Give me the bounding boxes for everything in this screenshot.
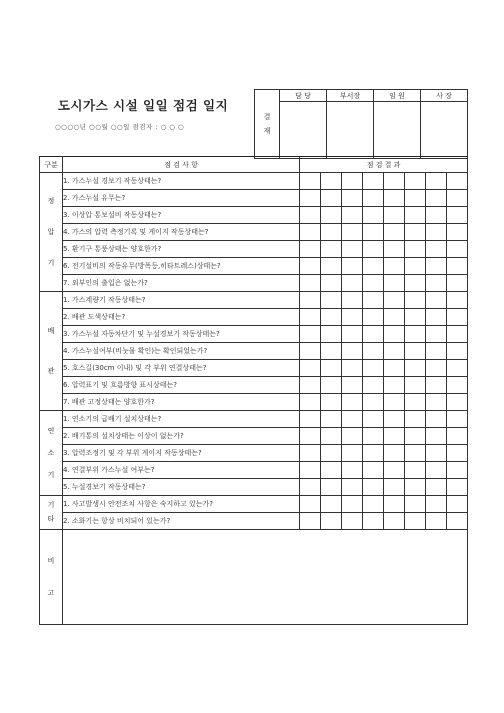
result-cell[interactable] <box>321 411 342 428</box>
result-cell[interactable] <box>321 394 342 411</box>
result-cell[interactable] <box>321 326 342 343</box>
result-cell[interactable] <box>300 479 321 496</box>
result-cell[interactable] <box>384 224 405 241</box>
result-cell[interactable] <box>384 428 405 445</box>
result-cell[interactable] <box>321 360 342 377</box>
check-item: 2. 소화기는 항상 비치되어 있는가? <box>63 512 300 529</box>
result-cell[interactable] <box>342 360 363 377</box>
result-cell[interactable] <box>384 394 405 411</box>
result-cell[interactable] <box>405 190 426 207</box>
result-cell[interactable] <box>363 224 384 241</box>
result-cell[interactable] <box>342 377 363 394</box>
table-row <box>40 411 468 428</box>
result-cell[interactable] <box>447 309 468 326</box>
result-cell[interactable] <box>405 377 426 394</box>
table-row <box>40 190 468 207</box>
result-cell[interactable] <box>321 241 342 258</box>
result-cell[interactable] <box>426 462 447 479</box>
result-cell[interactable] <box>405 292 426 309</box>
table-row <box>40 428 468 445</box>
signature-cell[interactable] <box>280 102 327 159</box>
result-cell[interactable] <box>300 309 321 326</box>
result-cell[interactable] <box>447 360 468 377</box>
result-cell[interactable] <box>384 445 405 462</box>
result-cell[interactable] <box>300 394 321 411</box>
check-item: 6. 압력표기 및 흐름방향 표시상태는? <box>63 377 300 394</box>
signature-cell[interactable] <box>421 102 468 159</box>
result-cell[interactable] <box>342 479 363 496</box>
section-label: 배 관 <box>40 292 63 411</box>
result-cell[interactable] <box>384 377 405 394</box>
date-inspector-line: ○○○○년 ○○월 ○○일 점검자 : ○ ○ ○ <box>55 123 185 131</box>
approval-role-president: 사 장 <box>421 90 468 102</box>
result-cell[interactable] <box>363 428 384 445</box>
result-cell[interactable] <box>321 496 342 513</box>
result-cell[interactable] <box>321 173 342 190</box>
check-item: 1. 가스누설 경보기 작동상태는? <box>63 173 300 190</box>
result-cell[interactable] <box>384 512 405 529</box>
table-row <box>40 479 468 496</box>
result-cell[interactable] <box>363 190 384 207</box>
table-row <box>40 394 468 411</box>
check-item: 4. 가스누설여부(비눗물 확인)는 확인되었는가? <box>63 343 300 360</box>
result-cell[interactable] <box>321 292 342 309</box>
result-cell[interactable] <box>363 207 384 224</box>
result-cell[interactable] <box>363 462 384 479</box>
approval-role-staff: 담 당 <box>280 90 327 102</box>
result-cell[interactable] <box>426 428 447 445</box>
table-row <box>40 292 468 309</box>
signature-cell[interactable] <box>374 102 421 159</box>
result-cell[interactable] <box>300 377 321 394</box>
table-row <box>40 496 468 513</box>
result-cell[interactable] <box>384 292 405 309</box>
table-row <box>40 462 468 479</box>
result-cell[interactable] <box>363 292 384 309</box>
check-item: 7. 배관 고정상태는 양호한가? <box>63 394 300 411</box>
result-cell[interactable] <box>300 343 321 360</box>
section-label: 기 타 <box>40 496 63 530</box>
check-item: 5. 호스길(30cm 이내) 및 각 부위 연결상태는? <box>63 360 300 377</box>
result-cell[interactable] <box>363 445 384 462</box>
result-cell[interactable] <box>363 512 384 529</box>
check-item: 2. 배기통의 설치상태는 이상이 없는가? <box>63 428 300 445</box>
table-row <box>40 258 468 275</box>
result-cell[interactable] <box>426 326 447 343</box>
table-row <box>40 326 468 343</box>
result-cell[interactable] <box>447 428 468 445</box>
result-cell[interactable] <box>342 224 363 241</box>
result-cell[interactable] <box>342 309 363 326</box>
result-cell[interactable] <box>405 207 426 224</box>
result-cell[interactable] <box>363 173 384 190</box>
result-cell[interactable] <box>384 258 405 275</box>
result-cell[interactable] <box>321 428 342 445</box>
result-cell[interactable] <box>405 512 426 529</box>
table-row <box>40 512 468 529</box>
result-cell[interactable] <box>342 258 363 275</box>
result-cell[interactable] <box>342 445 363 462</box>
result-cell[interactable] <box>363 411 384 428</box>
result-cell[interactable] <box>342 326 363 343</box>
result-cell[interactable] <box>426 258 447 275</box>
result-cell[interactable] <box>321 377 342 394</box>
check-item: 3. 이상압 통보설비 작동상태는? <box>63 207 300 224</box>
result-cell[interactable] <box>405 394 426 411</box>
result-cell[interactable] <box>384 479 405 496</box>
result-cell[interactable] <box>405 224 426 241</box>
result-cell[interactable] <box>342 343 363 360</box>
result-cell[interactable] <box>300 360 321 377</box>
result-cell[interactable] <box>363 241 384 258</box>
result-cell[interactable] <box>321 190 342 207</box>
result-cell[interactable] <box>321 258 342 275</box>
result-cell[interactable] <box>342 428 363 445</box>
approval-label: 결 재 <box>255 90 280 159</box>
result-cell[interactable] <box>321 207 342 224</box>
result-cell[interactable] <box>426 512 447 529</box>
result-cell[interactable] <box>384 241 405 258</box>
result-cell[interactable] <box>300 275 321 292</box>
result-cell[interactable] <box>363 360 384 377</box>
result-cell[interactable] <box>447 292 468 309</box>
check-item: 4. 연결부위 가스누설 여부는? <box>63 462 300 479</box>
result-cell[interactable] <box>342 512 363 529</box>
result-cell[interactable] <box>321 462 342 479</box>
header-category: 구분 <box>40 157 63 173</box>
check-item: 5. 누설경보기 작동상태는? <box>63 479 300 496</box>
result-cell[interactable] <box>300 258 321 275</box>
remarks-label: 비 고 <box>40 529 63 624</box>
result-cell[interactable] <box>321 445 342 462</box>
check-item: 1. 연소기의 급배기 설치상태는? <box>63 411 300 428</box>
result-cell[interactable] <box>426 496 447 513</box>
result-cell[interactable] <box>426 394 447 411</box>
result-cell[interactable] <box>447 241 468 258</box>
result-cell[interactable] <box>321 275 342 292</box>
result-cell[interactable] <box>426 292 447 309</box>
table-row <box>40 207 468 224</box>
result-cell[interactable] <box>426 445 447 462</box>
approval-box <box>254 89 468 159</box>
result-cell[interactable] <box>405 309 426 326</box>
result-cell[interactable] <box>405 496 426 513</box>
result-cell[interactable] <box>447 173 468 190</box>
result-cell[interactable] <box>405 275 426 292</box>
result-cell[interactable] <box>321 224 342 241</box>
inspection-table <box>39 156 468 625</box>
result-cell[interactable] <box>384 462 405 479</box>
result-cell[interactable] <box>321 479 342 496</box>
result-cell[interactable] <box>300 428 321 445</box>
result-cell[interactable] <box>447 445 468 462</box>
result-cell[interactable] <box>426 241 447 258</box>
result-cell[interactable] <box>447 496 468 513</box>
check-item: 2. 배관 도색상태는? <box>63 309 300 326</box>
table-row <box>40 241 468 258</box>
result-cell[interactable] <box>363 309 384 326</box>
check-item: 3. 가스누설 자동차단기 및 누설경보기 작동상태는? <box>63 326 300 343</box>
result-cell[interactable] <box>447 275 468 292</box>
result-cell[interactable] <box>447 411 468 428</box>
page-title: 도시가스 시설 일일 점검 일지 <box>57 98 229 113</box>
result-cell[interactable] <box>384 326 405 343</box>
result-cell[interactable] <box>426 207 447 224</box>
result-cell[interactable] <box>405 411 426 428</box>
result-cell[interactable] <box>405 479 426 496</box>
result-cell[interactable] <box>363 377 384 394</box>
signature-cell[interactable] <box>327 102 374 159</box>
result-cell[interactable] <box>405 343 426 360</box>
table-row <box>40 360 468 377</box>
result-cell[interactable] <box>363 343 384 360</box>
result-cell[interactable] <box>342 190 363 207</box>
table-row <box>40 377 468 394</box>
result-cell[interactable] <box>405 173 426 190</box>
result-cell[interactable] <box>447 512 468 529</box>
table-row <box>40 445 468 462</box>
result-cell[interactable] <box>300 292 321 309</box>
result-cell[interactable] <box>384 309 405 326</box>
result-cell[interactable] <box>342 496 363 513</box>
result-cell[interactable] <box>342 462 363 479</box>
section-label: 연 소 기 <box>40 411 63 496</box>
result-cell[interactable] <box>447 462 468 479</box>
result-cell[interactable] <box>426 479 447 496</box>
result-cell[interactable] <box>342 173 363 190</box>
result-cell[interactable] <box>363 479 384 496</box>
result-cell[interactable] <box>426 343 447 360</box>
result-cell[interactable] <box>300 224 321 241</box>
check-item: 1. 사고발생시 안전조치 사항은 숙지하고 있는가? <box>63 496 300 513</box>
table-row <box>40 309 468 326</box>
result-cell[interactable] <box>342 241 363 258</box>
result-cell[interactable] <box>342 411 363 428</box>
approval-role-dept-head: 부서장 <box>327 90 374 102</box>
remarks-field[interactable] <box>63 529 468 624</box>
result-cell[interactable] <box>405 241 426 258</box>
table-row <box>40 275 468 292</box>
result-cell[interactable] <box>426 275 447 292</box>
result-cell[interactable] <box>447 343 468 360</box>
result-cell[interactable] <box>426 360 447 377</box>
result-cell[interactable] <box>447 190 468 207</box>
result-cell[interactable] <box>300 190 321 207</box>
result-cell[interactable] <box>342 275 363 292</box>
result-cell[interactable] <box>363 394 384 411</box>
result-cell[interactable] <box>405 258 426 275</box>
result-cell[interactable] <box>426 411 447 428</box>
approval-role-executive: 임 원 <box>374 90 421 102</box>
result-cell[interactable] <box>405 445 426 462</box>
result-cell[interactable] <box>426 224 447 241</box>
remarks-row <box>40 529 468 624</box>
check-item: 6. 전기설비의 작동유무(방폭등,히타트레스)상태는? <box>63 258 300 275</box>
result-cell[interactable] <box>447 479 468 496</box>
result-cell[interactable] <box>300 445 321 462</box>
result-cell[interactable] <box>426 190 447 207</box>
table-row <box>40 224 468 241</box>
result-cell[interactable] <box>384 411 405 428</box>
result-cell[interactable] <box>300 462 321 479</box>
result-cell[interactable] <box>384 343 405 360</box>
check-item: 5. 환기구 통풍상태는 양호한가? <box>63 241 300 258</box>
header-items: 점 검 사 항 <box>63 157 300 173</box>
result-cell[interactable] <box>384 190 405 207</box>
result-cell[interactable] <box>405 428 426 445</box>
check-item: 7. 외부인의 출입은 없는가? <box>63 275 300 292</box>
result-cell[interactable] <box>384 275 405 292</box>
result-cell[interactable] <box>405 462 426 479</box>
result-cell[interactable] <box>426 377 447 394</box>
result-cell[interactable] <box>300 411 321 428</box>
result-cell[interactable] <box>447 258 468 275</box>
result-cell[interactable] <box>363 275 384 292</box>
result-cell[interactable] <box>300 241 321 258</box>
result-cell[interactable] <box>447 224 468 241</box>
result-cell[interactable] <box>300 512 321 529</box>
result-cell[interactable] <box>300 207 321 224</box>
check-item: 4. 가스의 압력 측정기록 및 게이지 작동상태는? <box>63 224 300 241</box>
result-cell[interactable] <box>363 258 384 275</box>
result-cell[interactable] <box>300 326 321 343</box>
result-cell[interactable] <box>384 496 405 513</box>
result-cell[interactable] <box>426 173 447 190</box>
table-row <box>40 343 468 360</box>
section-label: 정 압 기 <box>40 173 63 292</box>
result-cell[interactable] <box>321 309 342 326</box>
check-item: 1. 가스계량기 작동상태는? <box>63 292 300 309</box>
result-cell[interactable] <box>426 309 447 326</box>
result-cell[interactable] <box>363 496 384 513</box>
result-cell[interactable] <box>405 326 426 343</box>
result-cell[interactable] <box>405 360 426 377</box>
result-cell[interactable] <box>384 173 405 190</box>
result-cell[interactable] <box>363 326 384 343</box>
result-cell[interactable] <box>321 512 342 529</box>
result-cell[interactable] <box>300 496 321 513</box>
result-cell[interactable] <box>447 394 468 411</box>
result-cell[interactable] <box>384 207 405 224</box>
result-cell[interactable] <box>447 207 468 224</box>
result-cell[interactable] <box>342 394 363 411</box>
result-cell[interactable] <box>447 377 468 394</box>
result-cell[interactable] <box>300 173 321 190</box>
result-cell[interactable] <box>342 207 363 224</box>
check-item: 3. 압력조정기 및 각 부위 게이지 작동상태는? <box>63 445 300 462</box>
result-cell[interactable] <box>342 292 363 309</box>
result-cell[interactable] <box>384 360 405 377</box>
check-item: 2. 가스누설 유무는? <box>63 190 300 207</box>
table-row <box>40 173 468 190</box>
header-results: 점 검 결 과 <box>300 157 468 173</box>
result-cell[interactable] <box>321 343 342 360</box>
result-cell[interactable] <box>447 326 468 343</box>
